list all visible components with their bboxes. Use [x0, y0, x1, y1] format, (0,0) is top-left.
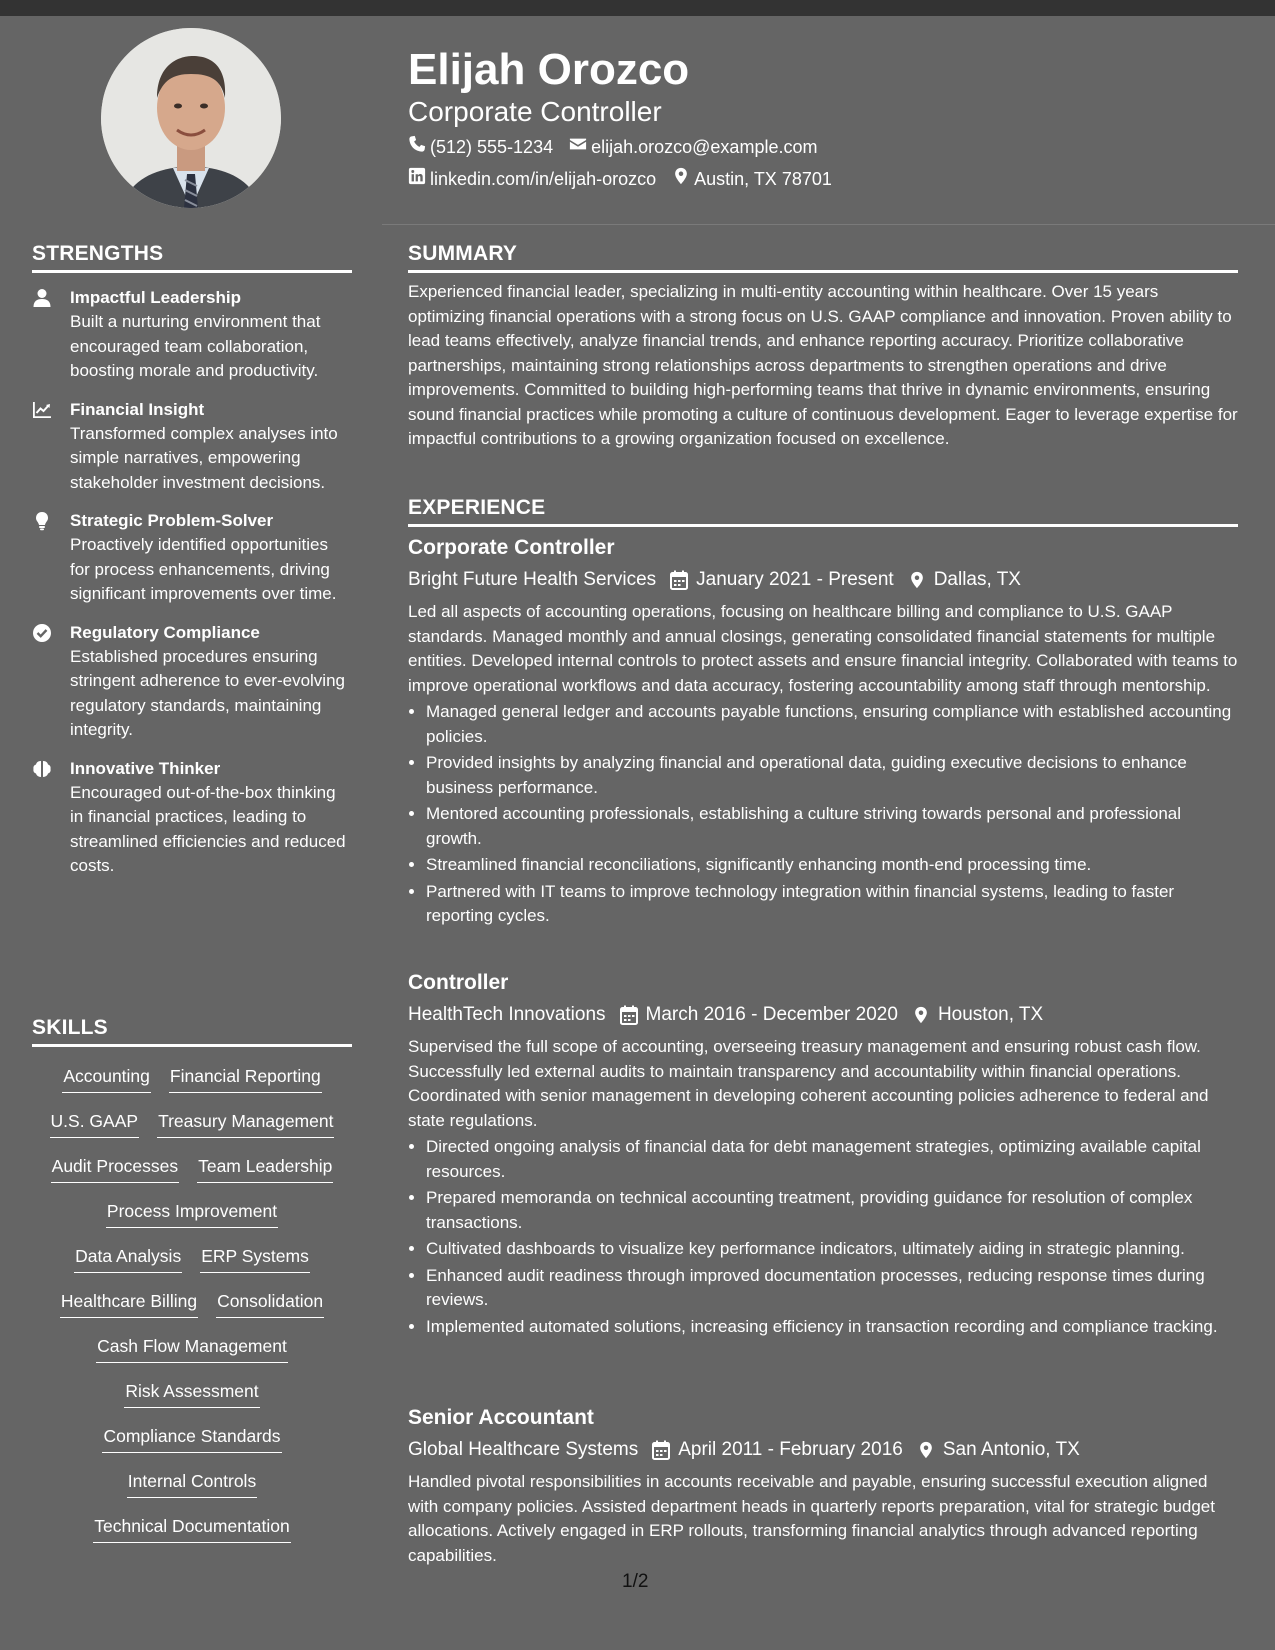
- strength-description: Built a nurturing environment that encouraged team collaboration, boosting morale and productivity.: [70, 312, 321, 380]
- strength-description: Proactively identified opportunities for process enhancements, driving significant improvements over time.: [70, 535, 337, 603]
- job-meta: [408, 566, 1238, 594]
- summary-heading: SUMMARY: [408, 242, 1238, 273]
- strength-title: Innovative Thinker: [70, 758, 221, 778]
- job-dates: March 2016 - December 2020: [645, 1004, 898, 1025]
- list-item: • Enhanced audit readiness through improved documentation processes, reducing response times during reviews.: [426, 1264, 1238, 1313]
- skill-tag: Treasury Management: [157, 1107, 334, 1138]
- linkedin-icon: [408, 166, 426, 192]
- contact-row: [408, 134, 817, 160]
- job-dates: April 2011 - February 2016: [678, 1439, 903, 1460]
- skill-tag: Technical Documentation: [93, 1512, 291, 1543]
- list-item: • Cultivated dashboards to visualize key performance indicators, ultimately aiding in strategic planning.: [426, 1237, 1238, 1262]
- phone-link[interactable]: (512) 555-1234: [430, 137, 554, 157]
- contact-row: [408, 166, 832, 192]
- list-item: • Provided insights by analyzing financial and operational data, guiding executive decisions to enhance business performance.: [426, 751, 1238, 800]
- list-item: • Mentored accounting professionals, establishing a culture striving towards personal and professional growth.: [426, 802, 1238, 851]
- skill-tag: Team Leadership: [197, 1152, 333, 1183]
- calendar-icon: [620, 1005, 638, 1025]
- strength-item: [32, 286, 352, 384]
- user-icon: [32, 286, 70, 384]
- skill-tag: Financial Reporting: [169, 1062, 322, 1093]
- strength-title: Strategic Problem-Solver: [70, 511, 274, 530]
- experience-heading: EXPERIENCE: [408, 496, 1238, 527]
- list-item: • Partnered with IT teams to improve technology integration within financial systems, leading to faster reporting cycles.: [426, 880, 1238, 929]
- skill-tag: Risk Assessment: [124, 1377, 259, 1408]
- skill-tag: Healthcare Billing: [60, 1287, 198, 1318]
- company-name: HealthTech Innovations: [408, 1004, 606, 1025]
- skill-tag: Compliance Standards: [102, 1422, 281, 1453]
- list-item: • Managed general ledger and accounts payable functions, ensuring compliance with established accounting policies.: [426, 700, 1238, 749]
- phone-icon: [408, 134, 426, 160]
- chart-line-icon: [32, 398, 70, 496]
- job-description: Led all aspects of accounting operations, focusing on healthcare billing and compliance to U.S. GAAP standards. Managed monthly and annual closings, generating consolidated financial statements for multiple entities. Developed internal controls to protect assets and ensure financial integrity. Collaborated with teams to improve operational workflows and data accuracy, fostering accountability among staff through mentorship.: [408, 602, 1238, 695]
- experience-entry: [408, 969, 1238, 1341]
- strength-item: [32, 757, 352, 879]
- job-description: Handled pivotal responsibilities in accounts receivable and payable, ensuring successful execution aligned with company policies. Assisted department heads in quarterly reports preparation, vital for strategic budget allocations. Actively engaged in ERP rollouts, transforming financial analytics through advanced reporting capabilities.: [408, 1472, 1215, 1565]
- skill-tag: ERP Systems: [200, 1242, 310, 1273]
- skill-tag: Consolidation: [216, 1287, 324, 1318]
- email-link[interactable]: elijah.orozco@example.com: [591, 137, 818, 157]
- job-meta: [408, 1001, 1238, 1029]
- skills-heading: SKILLS: [32, 1016, 352, 1047]
- top-bar: [0, 0, 1275, 16]
- calendar-icon: [652, 1440, 670, 1460]
- strength-title: Regulatory Compliance: [70, 622, 260, 642]
- profile-photo: [101, 28, 281, 208]
- envelope-icon: [569, 134, 587, 160]
- header-divider: [382, 224, 1275, 225]
- strength-title: Impactful Leadership: [70, 288, 241, 307]
- map-pin-icon: [912, 1005, 930, 1025]
- experience-entry: [408, 1404, 1238, 1568]
- job-dates: January 2021 - Present: [696, 569, 894, 590]
- skill-tag: Process Improvement: [106, 1197, 278, 1228]
- experience-entry: [408, 534, 1238, 931]
- strengths-list: [32, 286, 352, 893]
- strength-description: Transformed complex analyses into simple narratives, empowering stakeholder investment decisions.: [70, 423, 338, 492]
- summary-text: Experienced financial leader, specializing in multi-entity accounting within healthcare. Over 15 years optimizing financial operations with a strong focus on U.S. GAAP compliance and innovation. Proven ability to lead teams effectively, analyze financial trends, and enhance reporting accuracy. Prioritize collaborative partnerships, maintaining strong relationships across departments to strengthen operations and drive improvements. Committed to building high-performing teams that thrive in dynamic environments, ensuring sound financial practices while promoting a culture of continuous development. Eager to leverage expertise for impactful contributions to a growing organization focused on excellence.: [408, 282, 1238, 448]
- list-item: • Directed ongoing analysis of financial data for debt management strategies, optimizing available capital resources.: [426, 1135, 1238, 1184]
- strengths-heading: STRENGTHS: [32, 242, 352, 273]
- list-item: • Streamlined financial reconciliations, significantly enhancing month-end processing time.: [426, 853, 1238, 878]
- skill-tag: Internal Controls: [127, 1467, 257, 1498]
- strength-item: [32, 509, 352, 607]
- strength-item: [32, 398, 352, 496]
- job-bullets: [408, 700, 1238, 929]
- map-pin-icon: [908, 570, 926, 590]
- skill-tag: Audit Processes: [51, 1152, 179, 1183]
- job-location: Houston, TX: [937, 1004, 1044, 1025]
- list-item: • Prepared memoranda on technical accounting treatment, providing guidance for resolution of complex transactions.: [426, 1186, 1238, 1235]
- skill-tag: U.S. GAAP: [50, 1107, 140, 1138]
- map-pin-icon: [672, 166, 690, 192]
- candidate-role: Corporate Controller: [408, 96, 662, 127]
- job-title: Controller: [408, 971, 509, 994]
- strength-item: [32, 621, 352, 743]
- lightbulb-icon: [32, 509, 70, 607]
- strength-description: Established procedures ensuring stringent adherence to ever-evolving regulatory standards, maintaining integrity.: [70, 646, 345, 739]
- check-circle-icon: [32, 621, 70, 743]
- job-bullets: [408, 1135, 1238, 1339]
- skill-tag: Data Analysis: [74, 1242, 182, 1273]
- job-location: Dallas, TX: [933, 569, 1021, 590]
- skill-tag: Accounting: [62, 1062, 151, 1093]
- list-item: • Implemented automated solutions, increasing efficiency in transaction recording and compliance tracking.: [426, 1315, 1238, 1340]
- job-title: Senior Accountant: [408, 1406, 594, 1429]
- page-number: 1/2: [622, 1571, 649, 1592]
- candidate-name: Elijah Orozco: [408, 45, 690, 94]
- company-name: Bright Future Health Services: [408, 569, 657, 590]
- skill-tag: Cash Flow Management: [96, 1332, 288, 1363]
- linkedin-link[interactable]: linkedin.com/in/elijah-orozco: [430, 169, 657, 189]
- job-meta: [408, 1436, 1238, 1464]
- strength-title: Financial Insight: [70, 399, 205, 419]
- strength-description: Encouraged out-of-the-box thinking in financial practices, leading to streamlined efficiencies and reduced costs.: [70, 782, 346, 875]
- location-text: Austin, TX 78701: [694, 169, 832, 189]
- skills-list: [32, 1062, 352, 1557]
- company-name: Global Healthcare Systems: [408, 1439, 639, 1460]
- job-title: Corporate Controller: [408, 536, 615, 559]
- calendar-icon: [670, 570, 688, 590]
- brain-icon: [32, 757, 70, 879]
- map-pin-icon: [917, 1440, 935, 1460]
- job-description: Supervised the full scope of accounting, overseeing treasury management and ensuring robust cash flow. Successfully led external audits to maintain transparency and accountability within financial operations. Coordinated with senior management in developing coherent accounting policies adherence to federal and state regulations.: [408, 1037, 1209, 1130]
- job-location: San Antonio, TX: [942, 1439, 1080, 1460]
